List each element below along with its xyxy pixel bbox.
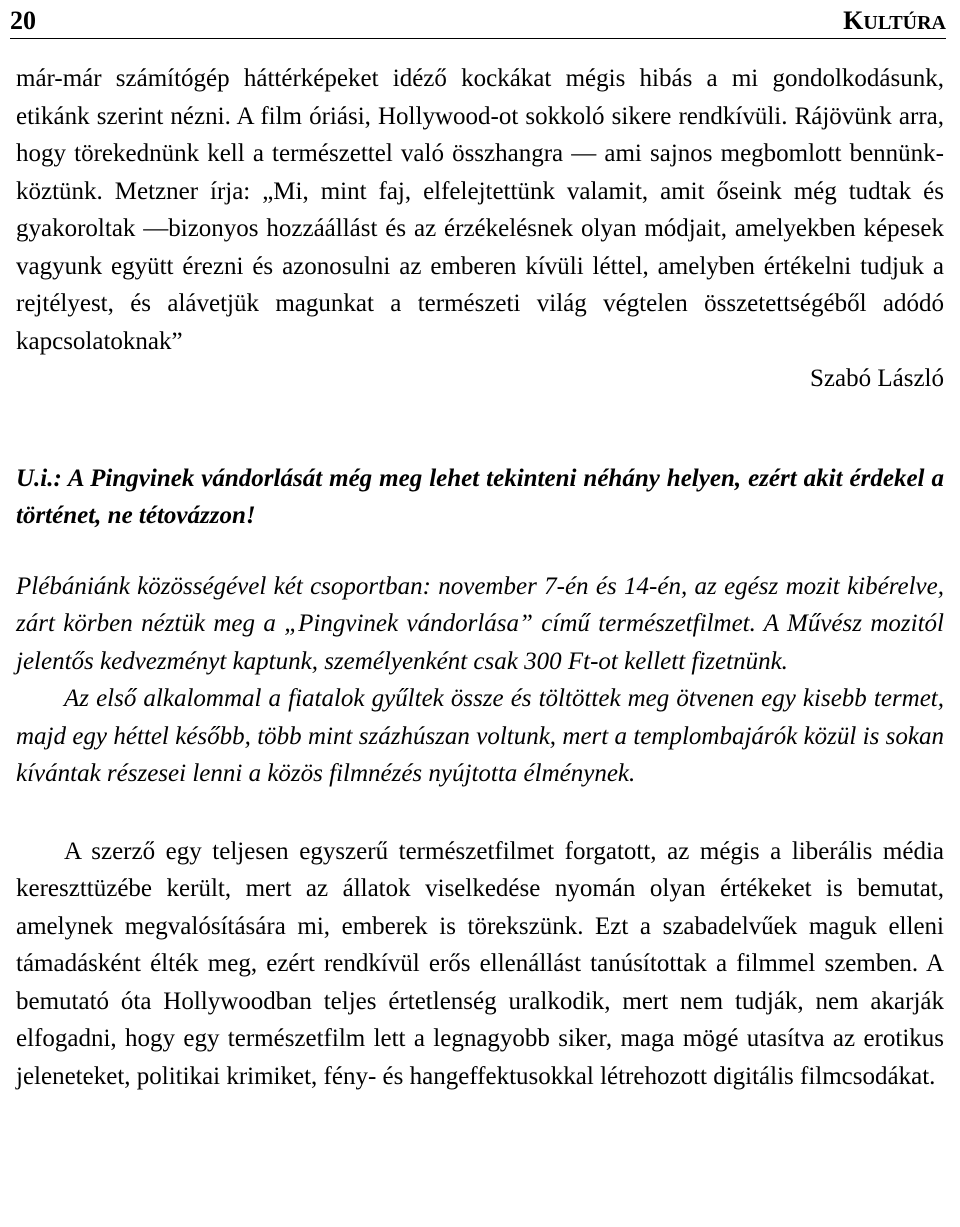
spacer (16, 793, 944, 833)
page-number: 20 (10, 6, 36, 35)
spacer (16, 535, 944, 568)
report-paragraph-1: Plébániánk közösségével két csoportban: november 7-én és 14-én, az egész mozit kibérelve, zárt körben néztük meg a „Pingvinek vándorlása” című természetfilmet. A Művész mozitól jelentős kedvezményt kaptunk, személyenként csak 300 Ft-ot kellett fizetnünk. (16, 572, 944, 675)
section-title (843, 4, 946, 40)
section-title-initial: K (843, 6, 864, 35)
section-title-rest: ULTÚRA (863, 12, 946, 34)
page-header (10, 4, 946, 39)
spacer (16, 398, 944, 460)
postscript-note: U.i.: A Pingvinek vándorlását még meg lehet tekinteni néhány helyen, ezért akit érdekel a történet, ne tétovázzon! (16, 464, 944, 529)
report-paragraph-2: Az első alkalommal a fiatalok gyűltek össze és töltöttek meg ötvenen egy kisebb termet, majd egy héttel később, több mint százhúszan voltunk, mert a templombajárók közül is sokan kívántak részesei lenni a közös filmnézés nyújtotta élménynek. (16, 685, 944, 787)
page-content (16, 60, 944, 1095)
author-signature: Szabó László (810, 365, 944, 392)
closing-paragraph: A szerző egy teljesen egyszerű természetfilmet forgatott, az mégis a liberális média kereszttüzébe került, mert az állatok viselkedése nyomán olyan értékeket is bemutat, amelynek megvalósítására mi, emberek is törekszünk. Ezt a szabadelvűek maguk elleni támadásként élték meg, ezért rendkívül erős ellenállást tanúsítottak a filmmel szemben. A bemutató óta Hollywoodban teljes értetlenség uralkodik, mert nem tudják, nem akarják elfogadni, hogy egy természetfilm lett a legnagyobb siker, maga mögé utasítva az erotikus jeleneteket, politikai krimiket, fény- és hangeffektusokkal létrehozott digitális filmcsodákat. (16, 837, 944, 1090)
article-paragraph: már-már számítógép háttérképeket idéző kockákat mégis hibás a mi gondolkodásunk, etikánk szerint nézni. A film óriási, Hollywood-ot sokkoló sikere rendkívüli. Rájövünk arra, hogy törekednünk kell a természettel való összhangra — ami sajnos megbomlott bennünk-köztünk. Metzner írja: „Mi, mint faj, elfelejtettünk valamit, amit őseink még tudtak és gyakoroltak —bizonyos hozzáállást és az érzékelésnek olyan módjait, amelyekben képesek vagyunk együtt érezni és azonosulni az emberen kívüli léttel, amelyben értékelni tudjuk a rejtélyest, és alávetjük magunkat a természeti világ végtelen összetettségéből adódó kapcsolatoknak” (16, 65, 944, 355)
